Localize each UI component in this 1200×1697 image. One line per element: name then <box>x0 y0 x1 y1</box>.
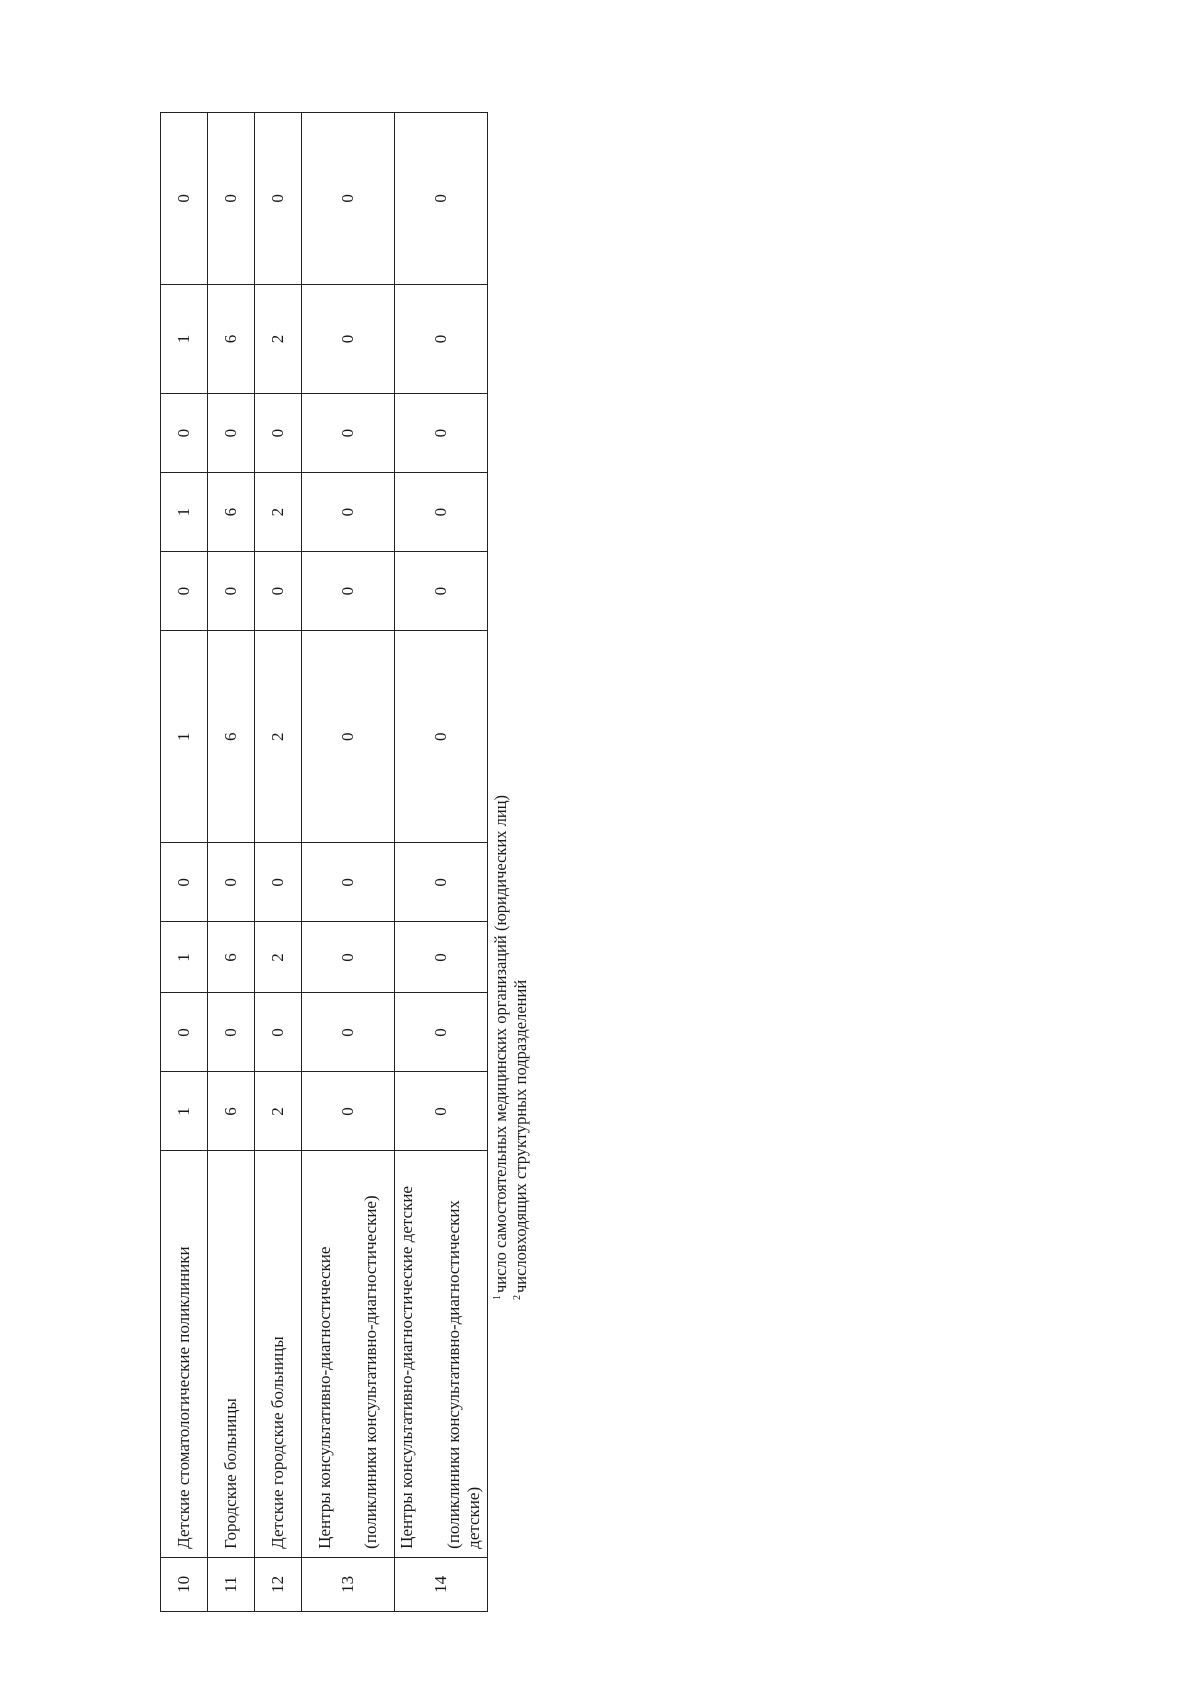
value-cell: 1 <box>161 284 208 393</box>
footnote-text: число самостоятельных медицинских организаций (юридических лиц) <box>491 794 510 1293</box>
value-cell: 0 <box>161 843 208 922</box>
value-cell: 2 <box>255 284 302 393</box>
footnote-2 <box>509 112 529 1300</box>
value-cell: 0 <box>302 1072 395 1151</box>
medical-organizations-table <box>160 112 488 1612</box>
value-cell: 0 <box>161 993 208 1072</box>
value-cell: 0 <box>255 113 302 285</box>
value-cell: 0 <box>395 552 488 631</box>
organization-type-line: Центры консультативно-диагностические детские <box>397 1186 417 1549</box>
value-cell: 2 <box>255 922 302 993</box>
table-row <box>255 113 302 1612</box>
row-number-cell: 14 <box>395 1557 488 1611</box>
organization-type-cell <box>161 1151 208 1557</box>
value-cell: 1 <box>161 922 208 993</box>
footnote-mark: 2 <box>512 1295 523 1300</box>
value-cell: 0 <box>395 631 488 843</box>
organization-type-cell <box>208 1151 255 1557</box>
value-cell: 0 <box>302 843 395 922</box>
footnote-mark: 1 <box>492 1295 503 1300</box>
organization-type-line: (поликлиники консультативно-диагностические) <box>361 1195 380 1549</box>
value-cell: 6 <box>208 473 255 552</box>
row-number-cell: 10 <box>161 1557 208 1611</box>
value-cell: 0 <box>161 113 208 285</box>
row-number-cell: 13 <box>302 1557 395 1611</box>
value-cell: 0 <box>302 552 395 631</box>
value-cell: 0 <box>302 993 395 1072</box>
row-number-cell: 12 <box>255 1557 302 1611</box>
table-row <box>208 113 255 1612</box>
value-cell: 0 <box>208 394 255 473</box>
value-cell: 6 <box>208 1072 255 1151</box>
value-cell: 0 <box>302 473 395 552</box>
row-number-cell: 11 <box>208 1557 255 1611</box>
footnotes <box>489 112 529 1300</box>
value-cell: 0 <box>302 284 395 393</box>
value-cell: 0 <box>161 552 208 631</box>
value-cell: 2 <box>255 631 302 843</box>
value-cell: 0 <box>395 993 488 1072</box>
value-cell: 1 <box>161 473 208 552</box>
value-cell: 0 <box>395 922 488 993</box>
organization-type-cell <box>255 1151 302 1557</box>
value-cell: 0 <box>395 284 488 393</box>
value-cell: 0 <box>208 552 255 631</box>
table-body <box>161 113 488 1612</box>
value-cell: 2 <box>255 1072 302 1151</box>
value-cell: 6 <box>208 284 255 393</box>
organization-type-line: Детские городские больницы <box>267 1336 287 1549</box>
footnote-text: числовходящих структурных подразделений <box>511 979 530 1293</box>
value-cell: 0 <box>302 394 395 473</box>
organization-type-line: Детские стоматологические поликлиники <box>173 1246 193 1549</box>
value-cell: 0 <box>255 552 302 631</box>
value-cell: 0 <box>395 843 488 922</box>
value-cell: 0 <box>255 993 302 1072</box>
organization-type-cell <box>302 1151 395 1557</box>
value-cell: 6 <box>208 631 255 843</box>
value-cell: 0 <box>302 113 395 285</box>
organization-type-cell <box>395 1151 488 1557</box>
value-cell: 0 <box>395 473 488 552</box>
organization-type-line: Центры консультативно-диагностические <box>314 1246 334 1549</box>
value-cell: 0 <box>255 394 302 473</box>
value-cell: 2 <box>255 473 302 552</box>
value-cell: 0 <box>161 394 208 473</box>
value-cell: 1 <box>161 631 208 843</box>
rotated-document-page <box>160 112 530 1612</box>
value-cell: 1 <box>161 1072 208 1151</box>
value-cell: 0 <box>395 113 488 285</box>
value-cell: 0 <box>395 394 488 473</box>
organization-type-line: Городские больницы <box>220 1398 240 1549</box>
value-cell: 0 <box>255 843 302 922</box>
value-cell: 6 <box>208 922 255 993</box>
value-cell: 0 <box>302 631 395 843</box>
table-row <box>161 113 208 1612</box>
footnote-1 <box>489 112 509 1300</box>
value-cell: 0 <box>208 843 255 922</box>
value-cell: 0 <box>395 1072 488 1151</box>
value-cell: 0 <box>208 993 255 1072</box>
organization-type-line: (поликлиники консультативно-диагностических детские) <box>443 1200 484 1549</box>
table-row <box>395 113 488 1612</box>
value-cell: 0 <box>208 113 255 285</box>
table-row <box>302 113 395 1612</box>
value-cell: 0 <box>302 922 395 993</box>
